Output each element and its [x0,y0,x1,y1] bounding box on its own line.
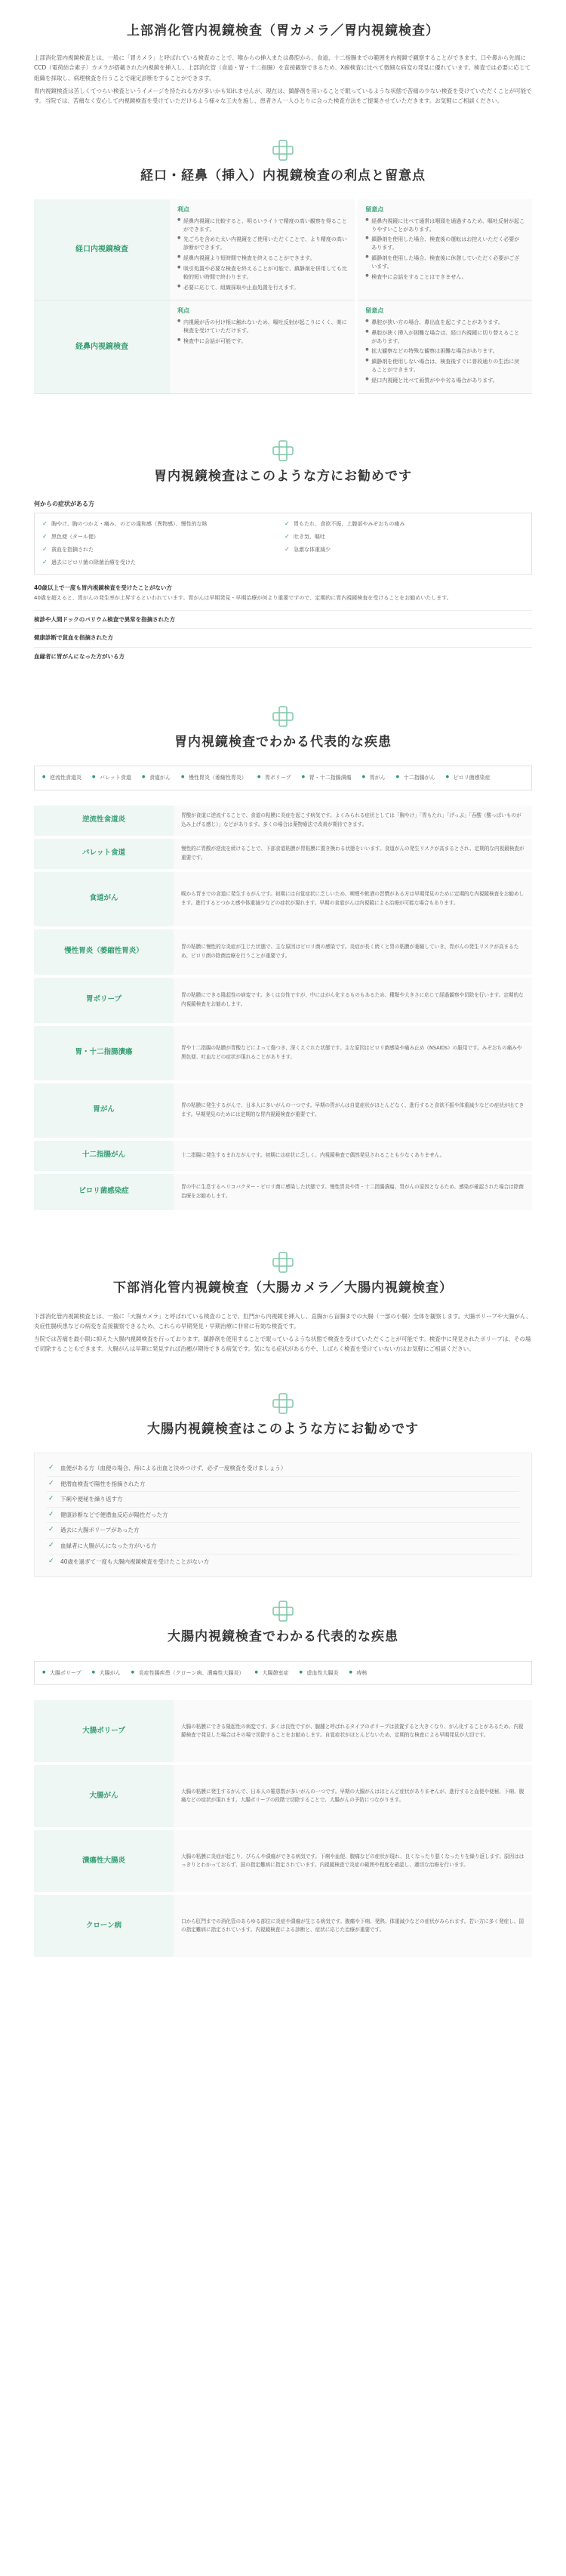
symptom-box [34,513,532,574]
merit-cell [170,199,356,300]
demerit-item: ● 経口内視鏡と比べて画質がやや劣る場合があります。 [365,377,524,385]
hospital-cross-icon [272,1251,294,1274]
disease-tag: ● 大腸がん [92,1668,131,1679]
disease-tag: ● 大腸憩室症 [255,1668,300,1679]
disease-row [34,1141,532,1171]
disease-row [34,806,532,836]
disease-tag: ● 十二指腸がん [396,772,446,784]
symptom-item: ✓ 吐き気、嘔吐 [283,531,525,544]
disease-tag: ● 食道がん [142,772,181,784]
disease-tag: ● 胃・十二指腸潰瘍 [302,772,362,784]
merit-item: ● 経鼻内視鏡より短時間で検査を終えることができます。 [177,254,347,263]
disease-name: バレット食道 [34,839,174,869]
merit-item: ● 経鼻内視鏡に比較すると、明るいライトで精度の高い観察を得ることができます。 [177,217,347,234]
disease-tag: ● 痔核 [349,1668,378,1679]
disease-desc: 口から肛門までの消化管のあらゆる部位に炎症や潰瘍が生じる病気です。腹痛や下痢、発熱、体重減少などの症状がみられます。若い方に多く発症し、国の指定難病に指定されています。内視鏡検査による診断と、症状に応じた治療が重要です。 [174,1895,532,1957]
symptom-item: ✓ 過去にピロリ菌の除菌治療を受けた [41,556,283,569]
disease-name: 慢性胃炎（萎縮性胃炎） [34,929,174,975]
disease-name: ピロリ菌感染症 [34,1174,174,1210]
disease-desc: 十二指腸に発生するまれながんです。初期には症状に乏しく、内視鏡検査で偶然発見されることも少なくありません。 [174,1141,532,1171]
recommend-item-desc: 40歳を超えると、胃がんの発生率が上昇するといわれています。胃がんは早期発見・早期治療が何より重要ですので、定期的に胃内視鏡検査を受けることをお勧めいたします。 [34,595,452,602]
demerit-item: ● 鎮静剤を使用しない場合は、検査後すぐに普段通りの生活に戻ることができます。 [365,358,524,374]
upper-disease-title: 胃内視鏡検査でわかる代表的な疾患 [174,734,392,750]
disease-name: クローン病 [34,1895,174,1957]
recommend-check-item: ✓ 下痢や便秘を繰り返す方 [47,1492,519,1508]
compare-title: 経口・経鼻（挿入）内視鏡検査の利点と留意点 [140,168,426,183]
hospital-cross-icon [272,439,294,462]
merit-cell [170,300,356,393]
upper-disease-section [0,705,566,1213]
disease-name: 大腸ポリープ [34,1700,174,1762]
hospital-cross-icon [272,1392,294,1415]
disease-row [34,872,532,926]
compare-row-head: 経鼻内視鏡検査 [34,300,170,393]
symptom-item: ✓ 胸やけ、胸のつかえ・痛み、のどの違和感（異物感）、慢性的な咳 [41,518,283,531]
lower-gi-para-1: 下部消化管内視鏡検査とは、一般に「大腸カメラ」と呼ばれている検査のことで、肛門から内視鏡を挿入し、直腸から盲腸までの大腸（一部の小腸）全体を観察します。大腸ポリープや大腸がん、炎症性腸疾患などの病変を直接観察できるため、これらの早期発見・早期治療に非常に有効な検査です。 [34,1313,532,1330]
upper-disease-table [34,803,532,1213]
symptom-item: ✓ 貧血を指摘された [41,544,283,556]
disease-tag-box [34,766,532,790]
compare-row-nasal [34,300,532,393]
symptom-item: ✓ 急激な体重減少 [283,544,525,556]
disease-tag: ● 大腸ポリープ [42,1668,92,1679]
disease-desc: 喉から胃までの食道に発生するがんです。初期には自覚症状に乏しいため、喫煙や飲酒の習慣がある方は早期発見のために定期的な内視鏡検査をお勧めします。進行するとつかえ感や体重減少などの症状が現れます。早期の食道がんは内視鏡による治療が可能な場合もあります。 [174,872,532,926]
recommend-check-item: ✓ 血便がある方（血便の場合、痔による出血と決めつけず、必ず一度検査を受けましょう） [47,1461,519,1477]
disease-row [34,1174,532,1210]
recommend-check-item: ✓ 過去に大腸ポリープがあった方 [47,1523,519,1539]
disease-tag: ● 胃ポリープ [257,772,302,784]
lower-gi-title: 下部消化管内視鏡検査（大腸カメラ／大腸内視鏡検査） [113,1280,453,1296]
disease-name: 潰瘍性大腸炎 [34,1830,174,1892]
merit-item: ● 内視鏡が舌の付け根に触れないため、嘔吐反射が起こりにくく、楽に検査を受けていただけます。 [177,319,347,335]
disease-name: 胃がん [34,1083,174,1138]
demerit-item: ● 検査中に会話をすることはできません。 [365,273,524,282]
disease-tag: ● 胃がん [362,772,396,784]
disease-row [34,1026,532,1080]
symptom-item: ✓ 胃もたれ、食欲不振、上腹部やみぞおちの痛み [283,518,525,531]
disease-row [34,929,532,975]
disease-name: 胃・十二指腸潰瘍 [34,1026,174,1080]
disease-name: 十二指腸がん [34,1141,174,1171]
merit-label: 利点 [177,206,189,214]
disease-tag: ● 虚血性大腸炎 [300,1668,349,1679]
disease-tag: ● 炎症性腸疾患（クローン病、潰瘍性大腸炎） [131,1668,255,1679]
recommend-check-item: ✓ 健康診断などで便潜血反応が陽性だった方 [47,1508,519,1524]
disease-desc: 胃酸が食道に逆流することで、食道の粘膜に炎症を起こす病気です。よくみられる症状としては「胸やけ」「胃もたれ」「げっぷ」「吞酸（酸っぱいものが込み上げる感じ）」などがあります。多くの場合は薬物療法で改善が期待できます。 [174,806,532,836]
hospital-cross-icon [272,139,294,162]
demerit-item: ● 拡大観察などの特殊な観察は困難な場合があります。 [365,347,524,356]
disease-desc: 胃や十二指腸の粘膜が胃酸などによって傷つき、深くえぐれた状態です。主な原因はピロリ菌感染や痛み止め（NSAIDs）の服用です。みぞおちの痛みや黒色便、吐血などの症状が現れることがあります。 [174,1026,532,1080]
upper-gi-section [0,0,566,106]
disease-name: 胃ポリープ [34,978,174,1023]
merit-item: ● 吸引処置や必要な検査を終えることが可能で、鎮静剤を併用しても比較的短い時間で終わります。 [177,265,347,282]
hospital-cross-icon [272,1600,294,1622]
disease-row [34,839,532,869]
upper-gi-para-1: 上部消化管内視鏡検査とは、一般に「胃カメラ」と呼ばれている検査のことで、喉からの挿入または鼻腔から、食道、十二指腸までの範囲を内視鏡で観察することができます。口や鼻から先端にCCD（電荷結合素子）カメラが搭載された内視鏡を挿入し、上部消化管（食道・胃・十二指腸）を直接観察できるため、X線検査に比べて微細な病変の発見に優れています。検査では必要に応じて組織を採取し、病理検査を行うことで確定診断をすることができます。 [34,54,531,82]
demerit-item: ● 鼻腔が狭く挿入が困難な場合は、経口内視鏡に切り替えることがあります。 [365,329,524,346]
lower-recommend-section [0,1392,566,1578]
lower-gi-section [0,1251,566,1354]
lower-disease-title: 大腸内視鏡検査でわかる代表的な疾患 [168,1629,398,1645]
demerit-item: ● 鎮静剤を使用した場合、検査後の運転はお控えいただく必要があります。 [365,236,524,252]
disease-desc: 大腸の粘膜に炎症が起こり、びらんや潰瘍ができる病気です。下痢や血便、腹痛などの症状が現れ、良くなったり悪くなったりを繰り返します。原因ははっきりとわかっておらず、国の指定難病に指定されています。内視鏡検査で炎症の範囲や程度を確認し、適切な治療を行います。 [174,1830,532,1892]
disease-desc: 大腸の粘膜にできる隆起性の病変です。多くは良性ですが、腺腫と呼ばれるタイプのポリープは放置すると大きくなり、がん化することがあるため、内視鏡検査で発見した場合はその場で切除することをお勧めします。自覚症状がほとんどないため、定期的な検査による早期発見が大切です。 [174,1700,532,1762]
disease-row [34,1895,532,1957]
demerit-cell [356,300,532,393]
merit-item: ● 必要に応じて、組織採取や止血処置を行えます。 [177,284,347,292]
disease-row [34,978,532,1023]
disease-row [34,1830,532,1892]
lower-disease-table [34,1697,532,1960]
merit-item: ● 先ごろを含めた太い内視鏡をご使用いただくことで、より精度の高い診断ができます。 [177,236,347,252]
disease-row [34,1765,532,1827]
demerit-cell [356,199,532,300]
recommend-check-item: ✓ 40歳を過ぎて一度も大腸内視鏡検査を受けたことがない方 [47,1555,519,1570]
disease-tag-box [34,1661,532,1686]
merit-label: 利点 [177,307,189,315]
recommend-section [0,439,566,661]
disease-name: 大腸がん [34,1765,174,1827]
lower-disease-section [0,1600,566,1960]
symptom-item: ✓ 黒色便（タール便） [41,531,283,544]
disease-tag: ● ピロリ菌感染症 [446,772,501,784]
upper-gi-title: 上部消化管内視鏡検査（胃カメラ／胃内視鏡検査） [127,23,439,39]
disease-row [34,1083,532,1138]
hospital-cross-icon [272,705,294,728]
recommend-item: 40歳以上で一度も胃内視鏡検査を受けたことがない方 [34,584,172,591]
disease-desc: 胃の粘膜に発生するがんで、日本人に多いがんの一つです。早期の胃がんは自覚症状がほとんどなく、進行すると食欲不振や体重減少などの症状が出てきます。早期発見のためには定期的な胃内視鏡検査が重要です。 [174,1083,532,1138]
compare-table [34,199,532,393]
compare-row-head: 経口内視鏡検査 [34,199,170,300]
compare-row-oral [34,199,532,300]
disease-tag: ● 逆流性食道炎 [42,772,92,784]
disease-name: 逆流性食道炎 [34,806,174,836]
recommend-item: 健康診断で貧血を指摘された方 [34,634,113,642]
disease-desc: 慢性的に胃酸が逆流を続けることで、下部食道粘膜が胃粘膜に置き換わる状態をいいます。食道がんの発生リスクが高まるとされ、定期的な内視鏡検査が重要です。 [174,839,532,869]
recommend-item: 検診や人間ドックのバリウム検査で異常を指摘された方 [34,615,176,623]
recommend-check-item: ✓ 便潜血検査で陽性を指摘された方 [47,1477,519,1493]
demerit-label: 留意点 [365,307,384,315]
demerit-item: ● 経鼻内視鏡に比べて通常は咽頭を通過するため、嘔吐反射が起こりやすいことがあります。 [365,217,524,234]
demerit-label: 留意点 [365,206,384,214]
disease-row [34,1700,532,1762]
symptom-question: 何からの症状がある方 [34,501,94,508]
lower-recommend-list [34,1453,532,1577]
disease-name: 食道がん [34,872,174,926]
compare-section [0,139,566,394]
disease-tag: ● 慢性胃炎（萎縮性胃炎） [181,772,257,784]
demerit-item: ● 鎮静剤を使用した場合、検査後に休憩していただく必要がございます。 [365,254,524,271]
disease-desc: 胃の中に生息するヘリコバクター・ピロリ菌に感染した状態です。慢性胃炎や胃・十二指腸潰瘍、胃がんの原因となるため、感染が確認された場合は除菌治療をお勧めします。 [174,1174,532,1210]
upper-gi-para-2: 胃内視鏡検査は苦しくてつらい検査というイメージを持たれる方が多いかも知れませんが、現在は、鎮静剤を用いることで眠っているような状態で苦痛の少ない検査を受けていただくことが可能です。当院では、苦痛なく安心して内視鏡検査を受けていただけるよう様々な工夫を施し、患者さん一人ひとりに合った検査方法をご提案させていただきます。お気軽にご相談ください。 [34,87,532,104]
merit-item: ● 検査中に会話が可能です。 [177,337,347,346]
disease-desc: 胃の粘膜にできる隆起性の病変です。多くは良性ですが、中にはがん化するものもあるため、種類や大きさに応じて経過観察や切除を行います。定期的な内視鏡検査をお勧めします。 [174,978,532,1023]
recommend-check-item: ✓ 血縁者に大腸がんになった方がいる方 [47,1539,519,1555]
recommend-item: 血縁者に胃がんになった方がいる方 [34,652,125,660]
disease-desc: 胃の粘膜に慢性的な炎症が生じた状態で、主な原因はピロリ菌の感染です。炎症が長く続くと胃の粘膜が萎縮していき、胃がんの発生リスクが高まるため、ピロリ菌の除菌治療を行うことが重要です。 [174,929,532,975]
lower-recommend-title: 大腸内視鏡検査はこのような方にお勧めです [147,1421,419,1437]
disease-desc: 大腸の粘膜に発生するがんで、日本人の罹患数が多いがんの一つです。早期の大腸がんはほとんど症状がありませんが、進行すると血便や便秘、下痢、腹痛などの症状が現れます。大腸ポリープの段階で切除することで、大腸がんの予防につながります。 [174,1765,532,1827]
demerit-item: ● 鼻腔が狭い方の場合、鼻出血を起こすことがあります。 [365,319,524,327]
recommend-title: 胃内視鏡検査はこのような方にお勧めです [154,468,412,484]
lower-gi-para-2: 当院では苦痛を最小限に抑えた大腸内視鏡検査を行っております。鎮静剤を使用することで眠っているような状態で検査を受けていただくことが可能です。検査中に発見されたポリープは、その場で切除することもできます。大腸がんは早期に発見すれば治癒が期待できる病気です。気になる症状がある方や、しばらく検査を受けていない方はお気軽にご相談ください。 [34,1336,531,1353]
disease-tag: ● バレット食道 [92,772,142,784]
